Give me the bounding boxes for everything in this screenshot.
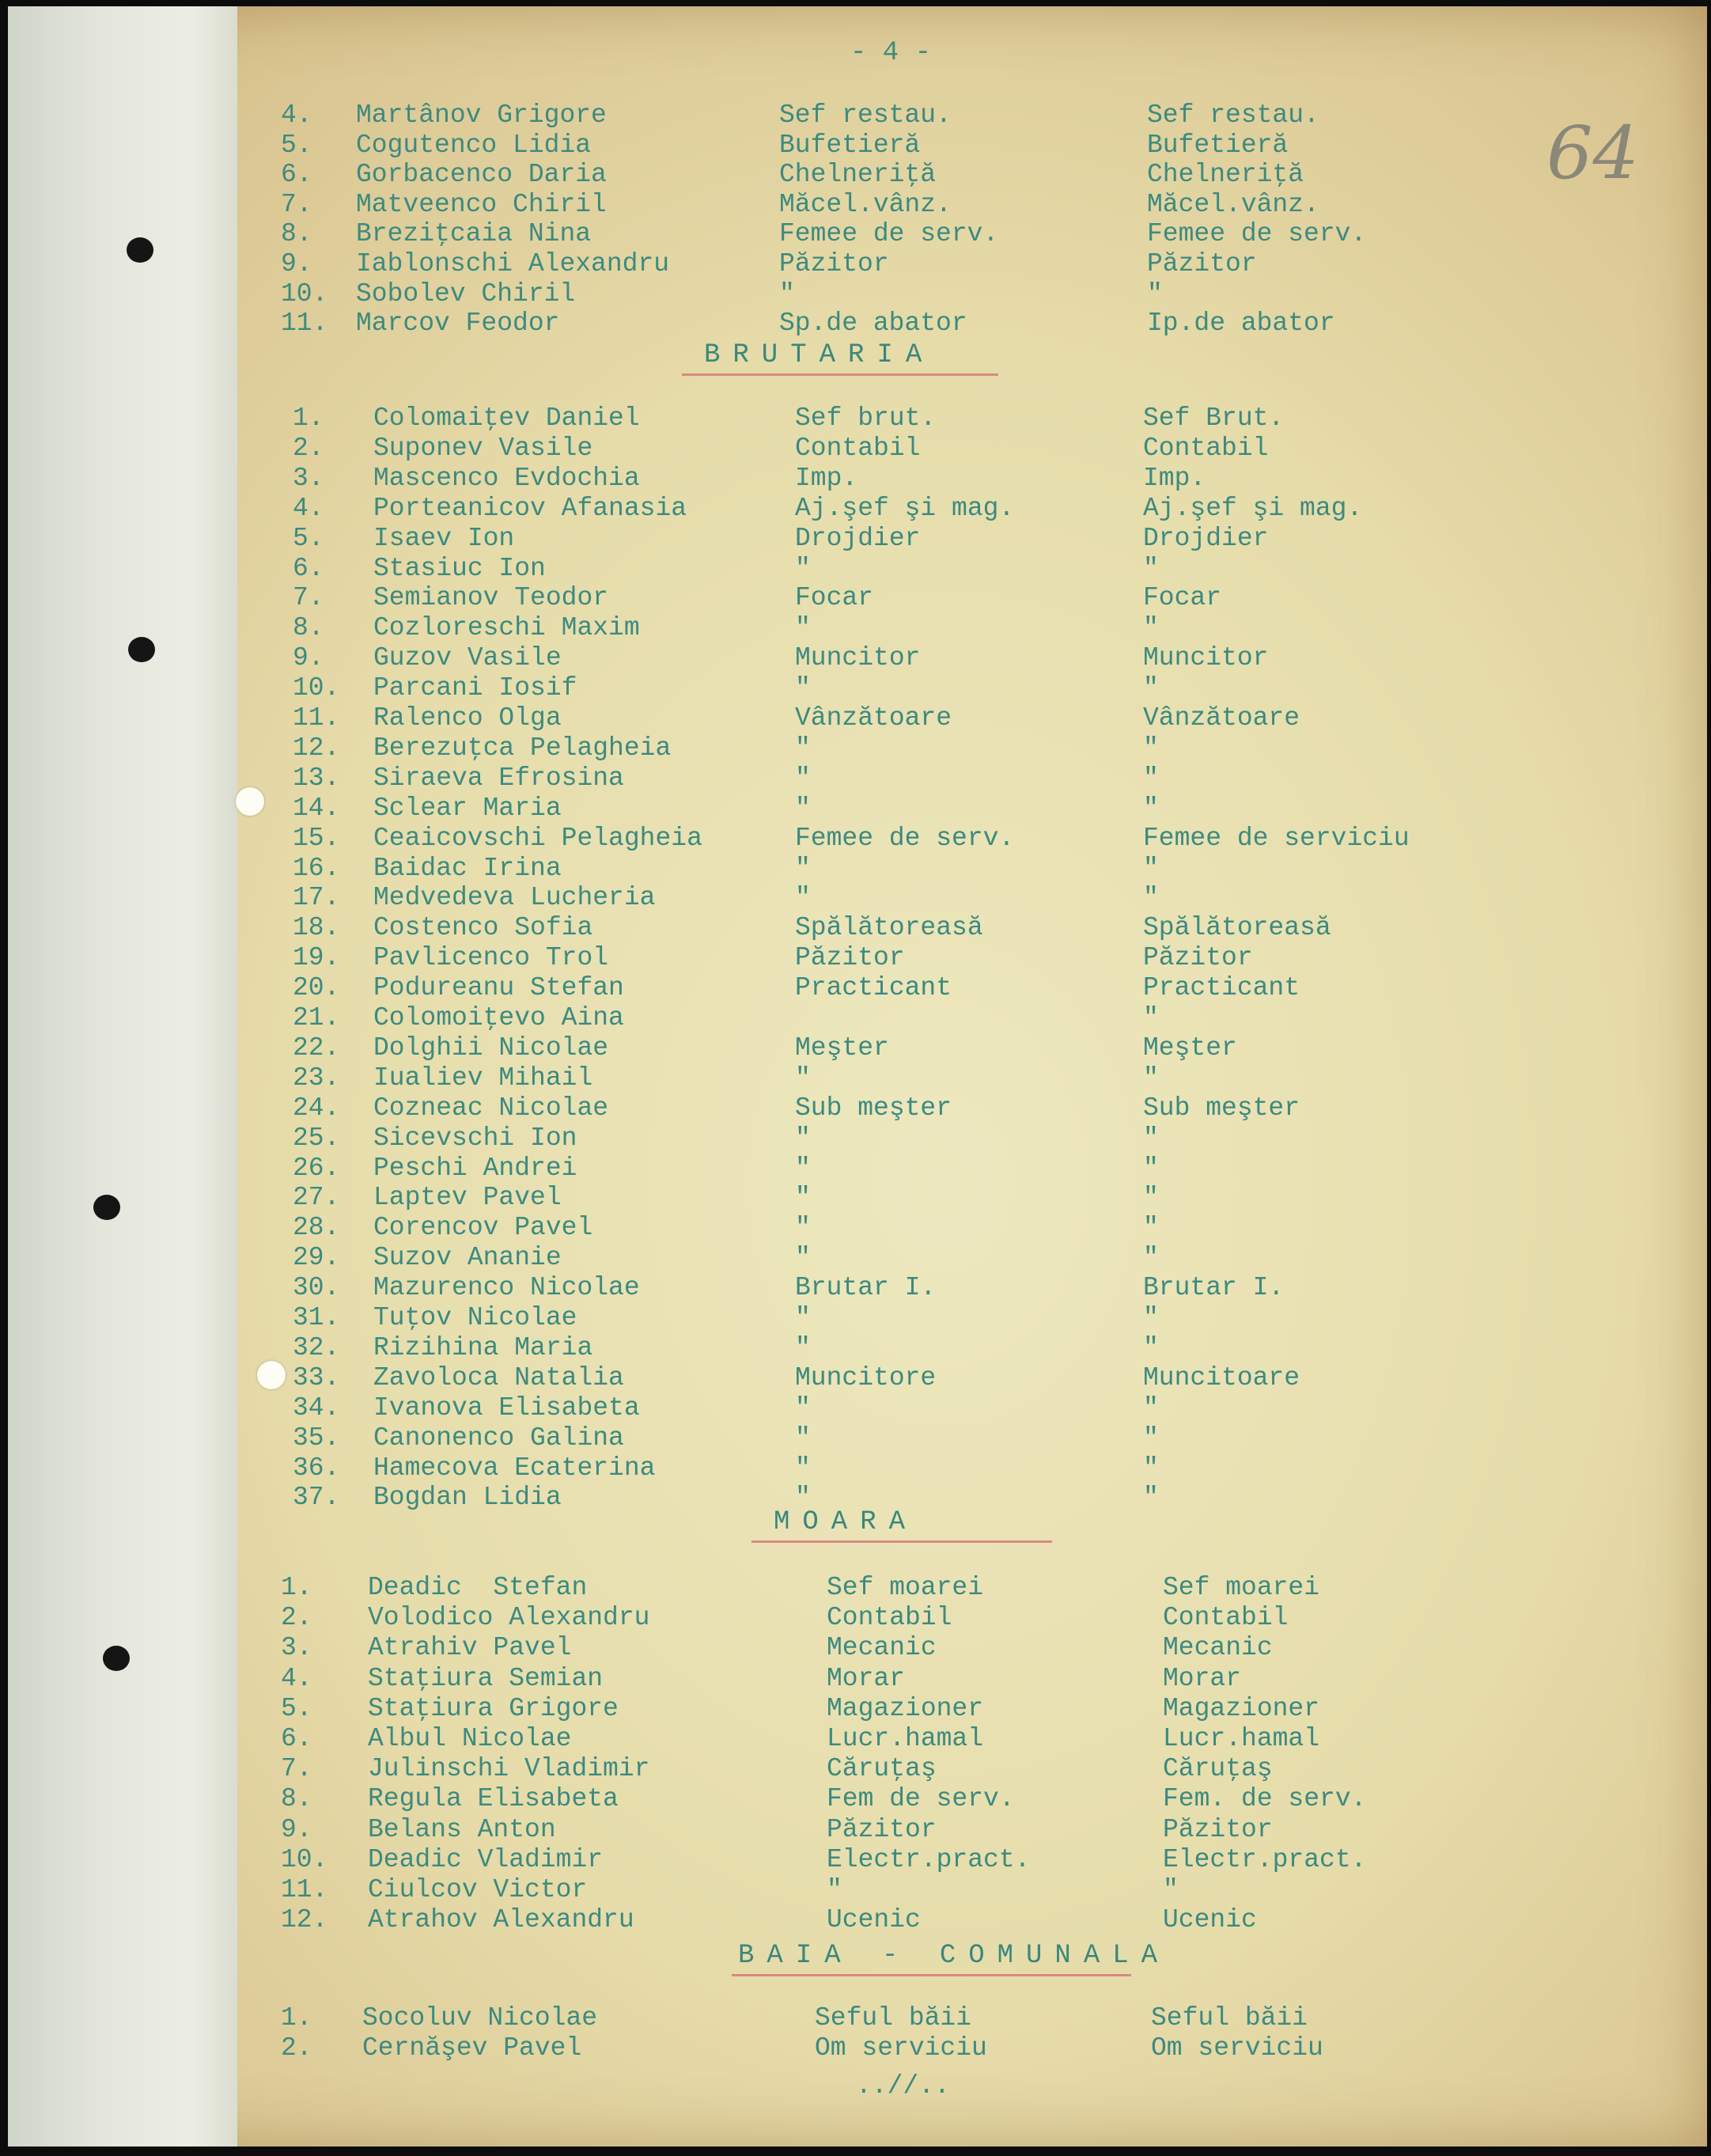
employee-name: Iualiev Mihail [373,1063,593,1093]
position-proposed: " [1143,1063,1159,1093]
employee-name: Sicevschi Ion [373,1123,577,1153]
position-current: Magazioner [827,1693,984,1723]
position-current: Imp. [795,463,858,493]
position-proposed: Păzitor [1163,1814,1273,1844]
position-proposed: Om serviciu [1151,2033,1323,2063]
position-proposed: Chelneriţă [1147,160,1304,190]
position-current: Meşter [795,1033,889,1063]
position-proposed: " [1143,1423,1159,1453]
row-number: 2. [293,433,324,463]
section-heading: BRUTARIA [704,340,935,370]
row-number: 8. [281,1784,312,1814]
row-number: 5. [281,1693,312,1723]
position-proposed: Femee de serv. [1147,219,1367,249]
employee-name: Ciulcov Victor [368,1875,588,1904]
position-proposed: " [1143,1303,1159,1332]
position-proposed: Ip.de abator [1147,309,1335,339]
position-current: " [827,1875,842,1904]
position-current: Drojdier [795,523,921,553]
position-current: " [795,1423,811,1453]
position-current: " [795,1453,811,1483]
position-current: " [795,1332,811,1362]
row-number: 11. [281,1875,328,1904]
employee-name: Cogutenco Lidia [356,130,592,160]
row-number: 37. [293,1483,340,1513]
row-number: 30. [293,1273,340,1303]
position-current: " [795,1183,811,1213]
position-proposed: " [1143,733,1159,763]
employee-name: Guzov Vasile [373,643,562,673]
employee-name: Ivanova Elisabeta [373,1392,640,1423]
employee-name: Colomaiţev Daniel [373,404,640,433]
row-number: 12. [281,1905,328,1935]
position-current: Sef restau. [779,100,952,130]
position-current: " [795,1063,811,1093]
position-proposed: " [1143,763,1159,793]
employee-name: Staţiura Semian [368,1663,604,1693]
position-proposed: Contabil [1163,1603,1289,1633]
position-proposed: Mecanic [1163,1633,1273,1663]
position-current: " [795,1392,811,1423]
row-number: 23. [293,1063,340,1093]
row-number: 25. [293,1123,340,1153]
position-current: Chelneriţă [779,160,937,190]
employee-name: Baidac Irina [373,853,562,883]
position-current: Bufetieră [779,130,921,160]
row-number: 10. [293,673,340,703]
position-proposed: Aj.şef şi mag. [1143,493,1363,523]
row-number: 11. [293,703,340,733]
position-current: " [795,793,811,823]
employee-name: Laptev Pavel [373,1183,562,1213]
position-proposed: Femee de serviciu [1143,823,1410,853]
row-number: 6. [281,1724,312,1753]
row-number: 8. [281,219,312,249]
section-heading: BAIA - COMUNALA [738,1941,1171,1971]
row-number: 8. [293,613,324,643]
employee-name: Breziţcaia Nina [356,219,592,249]
position-proposed: " [1143,1243,1159,1273]
employee-name: Zavoloca Natalia [373,1362,624,1392]
position-proposed: Fem. de serv. [1163,1784,1367,1814]
position-current: Seful băii [815,2003,972,2033]
row-number: 7. [281,1754,312,1784]
employee-name: Costenco Sofia [373,913,593,943]
row-number: 4. [281,100,312,130]
position-current: Femee de serv. [795,823,1015,853]
employee-name: Atrahov Alexandru [368,1905,634,1935]
position-proposed: " [1143,1153,1159,1183]
row-number: 7. [281,189,312,219]
position-current: " [795,1243,811,1273]
row-number: 10. [281,1844,328,1874]
position-current: Brutar I. [795,1273,937,1303]
heading-underline [751,1540,1052,1543]
row-number: 2. [281,2033,312,2063]
position-proposed: Brutar I. [1143,1273,1285,1303]
row-number: 11. [281,309,328,339]
employee-name: Volodico Alexandru [368,1603,650,1633]
employee-name: Deadic Vladimir [368,1844,604,1874]
employee-name: Dolghii Nicolae [373,1033,609,1063]
position-proposed: " [1163,1875,1179,1904]
employee-name: Suzov Ananie [373,1243,562,1273]
heading-underline [682,373,998,376]
position-proposed: Păzitor [1143,943,1253,973]
position-current: " [795,673,811,703]
position-proposed: Vânzătoare [1143,703,1300,733]
position-current: Om serviciu [815,2033,987,2063]
position-proposed: " [1143,1332,1159,1362]
position-proposed: " [1143,1392,1159,1423]
row-number: 17. [293,883,340,913]
section-heading: MOARA [774,1507,918,1537]
row-number: 4. [281,1663,312,1693]
position-proposed: Lucr.hamal [1163,1724,1320,1753]
row-number: 1. [281,1573,312,1602]
row-number: 5. [293,523,324,553]
position-current: Focar [795,583,874,613]
employee-name: Semianov Teodor [373,583,609,613]
position-current: Practicant [795,973,952,1003]
row-number: 6. [281,160,312,190]
employee-name: Hamecova Ecaterina [373,1453,656,1483]
position-current: " [795,613,811,643]
position-proposed: " [1143,853,1159,883]
position-proposed: Contabil [1143,433,1269,463]
employee-name: Corencov Pavel [373,1213,593,1243]
employee-name: Martânov Grigore [356,100,607,130]
position-proposed: Drojdier [1143,523,1269,553]
position-current: " [795,1303,811,1332]
employee-name: Parcani Iosif [373,673,577,703]
position-proposed: Spălătoreasă [1143,913,1331,943]
position-current: " [795,1483,811,1513]
employee-name: Tuţov Nicolae [373,1303,577,1332]
position-proposed: Măcel.vânz. [1147,189,1319,219]
row-number: 10. [281,278,328,309]
position-current: " [795,733,811,763]
position-current: Spălătoreasă [795,913,983,943]
employee-name: Colomoiţevo Aina [373,1003,624,1033]
position-proposed: Magazioner [1163,1693,1320,1723]
position-proposed: Căruţaş [1163,1754,1273,1784]
employee-name: Berezuţca Pelagheia [373,733,672,763]
row-number: 26. [293,1153,340,1183]
row-number: 36. [293,1453,340,1483]
employee-name: Iablonschi Alexandru [356,249,670,278]
employee-name: Regula Elisabeta [368,1784,619,1814]
position-current: Femee de serv. [779,219,999,249]
position-proposed: " [1143,793,1159,823]
row-number: 20. [293,973,340,1003]
position-proposed: Practicant [1143,973,1300,1003]
row-number: 35. [293,1423,340,1453]
employee-name: Podureanu Stefan [373,973,624,1003]
employee-name: Porteanicov Afanasia [373,493,687,523]
position-proposed: " [1147,278,1163,309]
position-proposed: " [1143,1453,1159,1483]
row-number: 9. [281,1814,312,1844]
row-number: 19. [293,943,340,973]
employee-name: Staţiura Grigore [368,1693,619,1723]
row-number: 1. [293,404,324,433]
position-proposed: Muncitor [1143,643,1269,673]
employee-name: Sclear Maria [373,793,562,823]
position-current: " [795,883,811,913]
position-current: Păzitor [827,1814,937,1844]
employee-name: Cernăşev Pavel [362,2033,582,2063]
position-current: " [795,763,811,793]
heading-underline [732,1974,1131,1976]
position-current: Păzitor [779,249,889,278]
row-number: 2. [281,1603,312,1633]
position-proposed: " [1143,1183,1159,1213]
position-proposed: Seful băii [1151,2003,1308,2033]
employee-name: Mascenco Evdochia [373,463,640,493]
employee-name: Ceaicovschi Pelagheia [373,823,702,853]
row-number: 15. [293,823,340,853]
row-number: 16. [293,853,340,883]
employee-name: Matveenco Chiril [356,189,607,219]
position-proposed: Sub meşter [1143,1093,1300,1123]
row-number: 28. [293,1213,340,1243]
employee-name: Isaev Ion [373,523,515,553]
position-proposed: " [1143,613,1159,643]
position-current: Sef brut. [795,404,937,433]
row-number: 21. [293,1003,340,1033]
position-proposed: " [1143,673,1159,703]
row-number: 14. [293,793,340,823]
employee-name: Atrahiv Pavel [368,1633,572,1663]
position-proposed: " [1143,1003,1159,1033]
row-number: 9. [281,249,312,278]
employee-name: Canonenco Galina [373,1423,624,1453]
position-current: Mecanic [827,1633,937,1663]
position-proposed: " [1143,1483,1159,1513]
employee-name: Julinschi Vladimir [368,1754,650,1784]
continuation-mark: ..//.. [856,2071,950,2101]
employee-name: Marcov Feodor [356,309,560,339]
position-current: " [795,553,811,583]
row-number: 1. [281,2003,312,2033]
employee-name: Bogdan Lidia [373,1483,562,1513]
row-number: 32. [293,1332,340,1362]
row-number: 7. [293,583,324,613]
page-number: - 4 - [850,38,932,68]
row-number: 27. [293,1183,340,1213]
row-number: 34. [293,1392,340,1423]
position-current: Muncitor [795,643,921,673]
position-current: Lucr.hamal [827,1724,984,1753]
position-proposed: Muncitoare [1143,1362,1300,1392]
row-number: 18. [293,913,340,943]
position-proposed: Sef moarei [1163,1573,1320,1602]
employee-name: Socoluv Nicolae [362,2003,598,2033]
position-current: Muncitore [795,1362,937,1392]
employee-name: Ralenco Olga [373,703,562,733]
row-number: 4. [293,493,324,523]
row-number: 33. [293,1362,340,1392]
position-current: " [795,1153,811,1183]
position-current: " [795,1213,811,1243]
position-proposed: " [1143,1123,1159,1153]
position-current: Fem de serv. [827,1784,1015,1814]
employee-name: Rizihina Maria [373,1332,593,1362]
row-number: 9. [293,643,324,673]
position-proposed: Păzitor [1147,249,1257,278]
position-proposed: " [1143,553,1159,583]
row-number: 3. [281,1633,312,1663]
employee-name: Cozloreschi Maxim [373,613,640,643]
position-current: Păzitor [795,943,905,973]
employee-name: Pavlicenco Trol [373,943,609,973]
employee-name: Gorbacenco Daria [356,160,607,190]
position-current: " [795,1123,811,1153]
employee-name: Belans Anton [368,1814,556,1844]
position-current: Aj.şef şi mag. [795,493,1015,523]
employee-name: Stasiuc Ion [373,553,546,583]
position-current: Ucenic [827,1905,921,1935]
row-number: 6. [293,553,324,583]
row-number: 12. [293,733,340,763]
position-current: Sp.de abator [779,309,967,339]
position-current: " [779,278,795,309]
row-number: 13. [293,763,340,793]
position-proposed: Ucenic [1163,1905,1257,1935]
position-proposed: Sef Brut. [1143,404,1285,433]
employee-name: Siraeva Efrosina [373,763,624,793]
position-current: Contabil [795,433,921,463]
position-current: Căruţaş [827,1754,937,1784]
employee-name: Albul Nicolae [368,1724,572,1753]
employee-name: Medvedeva Lucheria [373,883,656,913]
row-number: 31. [293,1303,340,1332]
position-proposed: Meşter [1143,1033,1237,1063]
handwritten-folio-number: 64 [1546,111,1640,195]
position-current: Sub meşter [795,1093,952,1123]
position-proposed: Focar [1143,583,1222,613]
employee-name: Deadic Stefan [368,1573,588,1602]
row-number: 24. [293,1093,340,1123]
employee-name: Peschi Andrei [373,1153,577,1183]
employee-name: Cozneac Nicolae [373,1093,609,1123]
position-current: " [795,853,811,883]
position-proposed: " [1143,883,1159,913]
position-proposed: Imp. [1143,463,1206,493]
position-current: Morar [827,1663,906,1693]
employee-name: Sobolev Chiril [356,278,576,309]
position-current: Sef moarei [827,1573,984,1602]
position-proposed: Electr.pract. [1163,1844,1367,1874]
position-proposed: Bufetieră [1147,130,1289,160]
position-current: Contabil [827,1603,952,1633]
row-number: 29. [293,1243,340,1273]
employee-name: Mazurenco Nicolae [373,1273,640,1303]
employee-name: Suponev Vasile [373,433,593,463]
position-proposed: " [1143,1213,1159,1243]
row-number: 5. [281,130,312,160]
row-number: 3. [293,463,324,493]
position-current: Vânzătoare [795,703,952,733]
position-current: Electr.pract. [827,1844,1031,1874]
position-proposed: Morar [1163,1663,1242,1693]
position-current: Măcel.vânz. [779,189,952,219]
row-number: 22. [293,1033,340,1063]
position-proposed: Sef restau. [1147,100,1319,130]
